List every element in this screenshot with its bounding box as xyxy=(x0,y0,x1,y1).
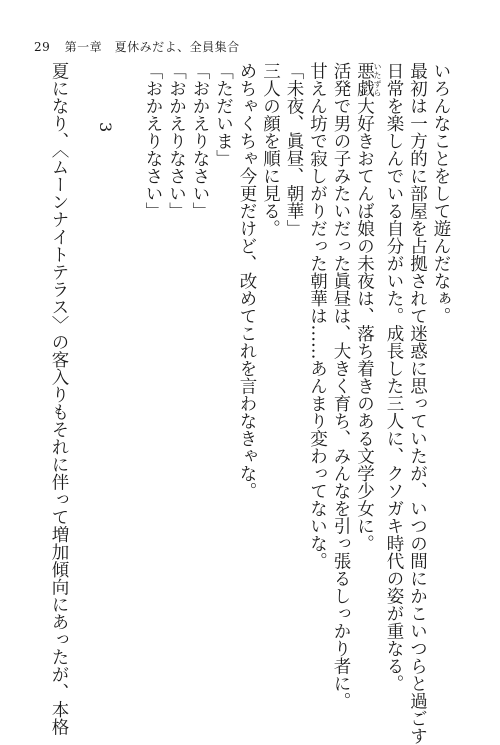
text-line: いろんなことをして遊んだなぁ。 xyxy=(431,62,451,325)
section-spacer xyxy=(117,62,141,682)
text-line: 日常を楽しんでいる自分がいた。成長した三人に、クソガキ時代の姿が重なる。 xyxy=(384,62,404,692)
page-header xyxy=(34,38,240,55)
text-line-rest: 大好きおてんば娘の未夜は、落ち着きのある文学少女に。 xyxy=(354,97,375,552)
dialogue-line: 「おかえりなさい」 xyxy=(166,62,187,220)
text-line: めちゃくちゃ今更だけど、改めてこれを言わなきゃな。 xyxy=(237,62,257,500)
text-line: 最初は一方的に部屋を占拠されて迷惑に思っていたが、いつの間にかこいつらと過ごす xyxy=(407,62,428,745)
dialogue-line: 「ただいま」 xyxy=(213,62,234,167)
page-number: 29 xyxy=(34,40,51,54)
section-number: 3 xyxy=(96,122,115,133)
dialogue-line: 「おかえりなさい」 xyxy=(143,62,163,220)
body-text xyxy=(47,62,453,745)
chapter-title: 第一章 夏休みだよ、全員集合 xyxy=(64,40,240,54)
ruby-base: 悪戯 xyxy=(354,62,375,97)
section-spacer xyxy=(70,62,94,682)
text-line-with-ruby xyxy=(352,62,382,682)
text-line: 夏になり、〈ムーンナイトテラス〉の客入りもそれに伴って増加傾向にあったが、本格 xyxy=(49,62,69,736)
dialogue-line: 「未夜、眞昼、朝華」 xyxy=(284,62,304,237)
dialogue-line: 「おかえりなさい」 xyxy=(190,62,210,220)
text-line: 活発で男の子みたいだった眞昼は、大きく育ち、みんなを引っ張るしっかり者に。 xyxy=(331,62,351,710)
text-line: 三人の顔を順に見る。 xyxy=(260,62,281,237)
text-line: 甘えん坊で寂しがりだった朝華は……あんまり変わってないな。 xyxy=(307,62,328,570)
ruby-annotation: いたずら xyxy=(373,62,382,97)
